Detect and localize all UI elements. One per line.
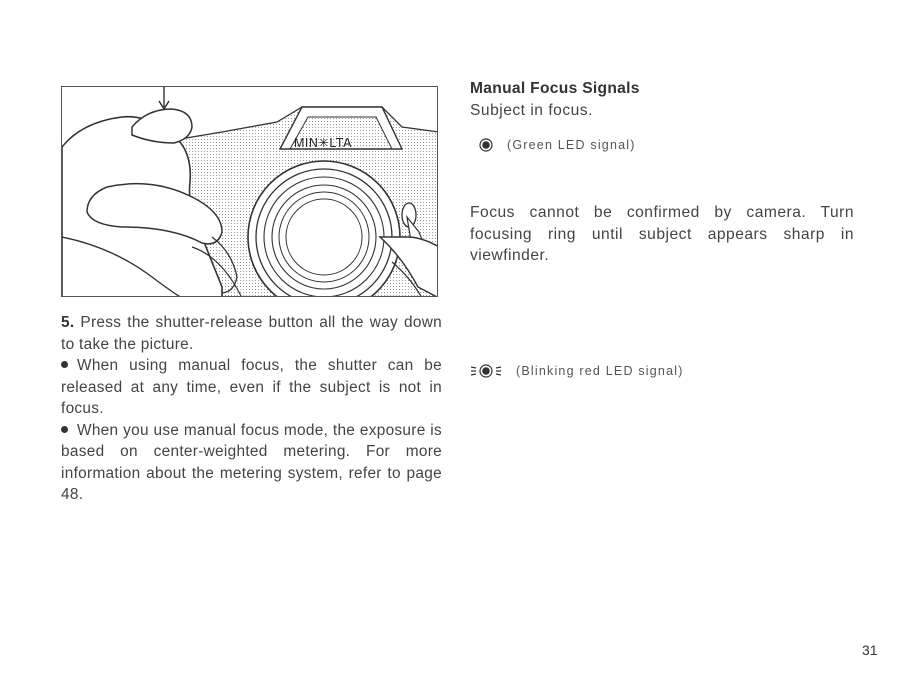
red-led-label: (Blinking red LED signal): [516, 364, 684, 378]
step-number: 5.: [61, 314, 75, 331]
subject-in-focus-label: Subject in focus.: [470, 102, 593, 119]
instructions-column: [61, 312, 442, 506]
step-5-paragraph: [61, 312, 442, 355]
red-led-row: [470, 363, 684, 379]
bullet-text-1: When using manual focus, the shutter can be released at any time, even if the subject is not in focus.: [61, 357, 442, 417]
bullet-paragraph-2: [61, 420, 442, 506]
blinking-led-icon: [470, 363, 502, 379]
brand-logo-text: MIN✳LTA: [294, 136, 352, 150]
page-number: 31: [862, 642, 878, 658]
green-led-label: (Green LED signal): [507, 138, 636, 152]
focus-not-confirmed-paragraph: Focus cannot be confirmed by camera. Turn focusing ring until subject appears sharp in viewfinder.: [470, 204, 854, 264]
led-dot-icon: [479, 138, 493, 152]
green-led-row: [479, 138, 636, 152]
bullet-dot-icon: [61, 361, 68, 368]
bullet-text-2: When you use manual focus mode, the exposure is based on center-weighted metering. For more information about the metering system, refer to page 48.: [61, 421, 442, 503]
step-text: Press the shutter-release button all the way down to take the picture.: [61, 314, 442, 353]
section-heading: Manual Focus Signals: [470, 80, 640, 97]
bullet-dot-icon: [61, 426, 68, 433]
bullet-paragraph-1: [61, 355, 442, 420]
camera-illustration: [61, 86, 438, 297]
